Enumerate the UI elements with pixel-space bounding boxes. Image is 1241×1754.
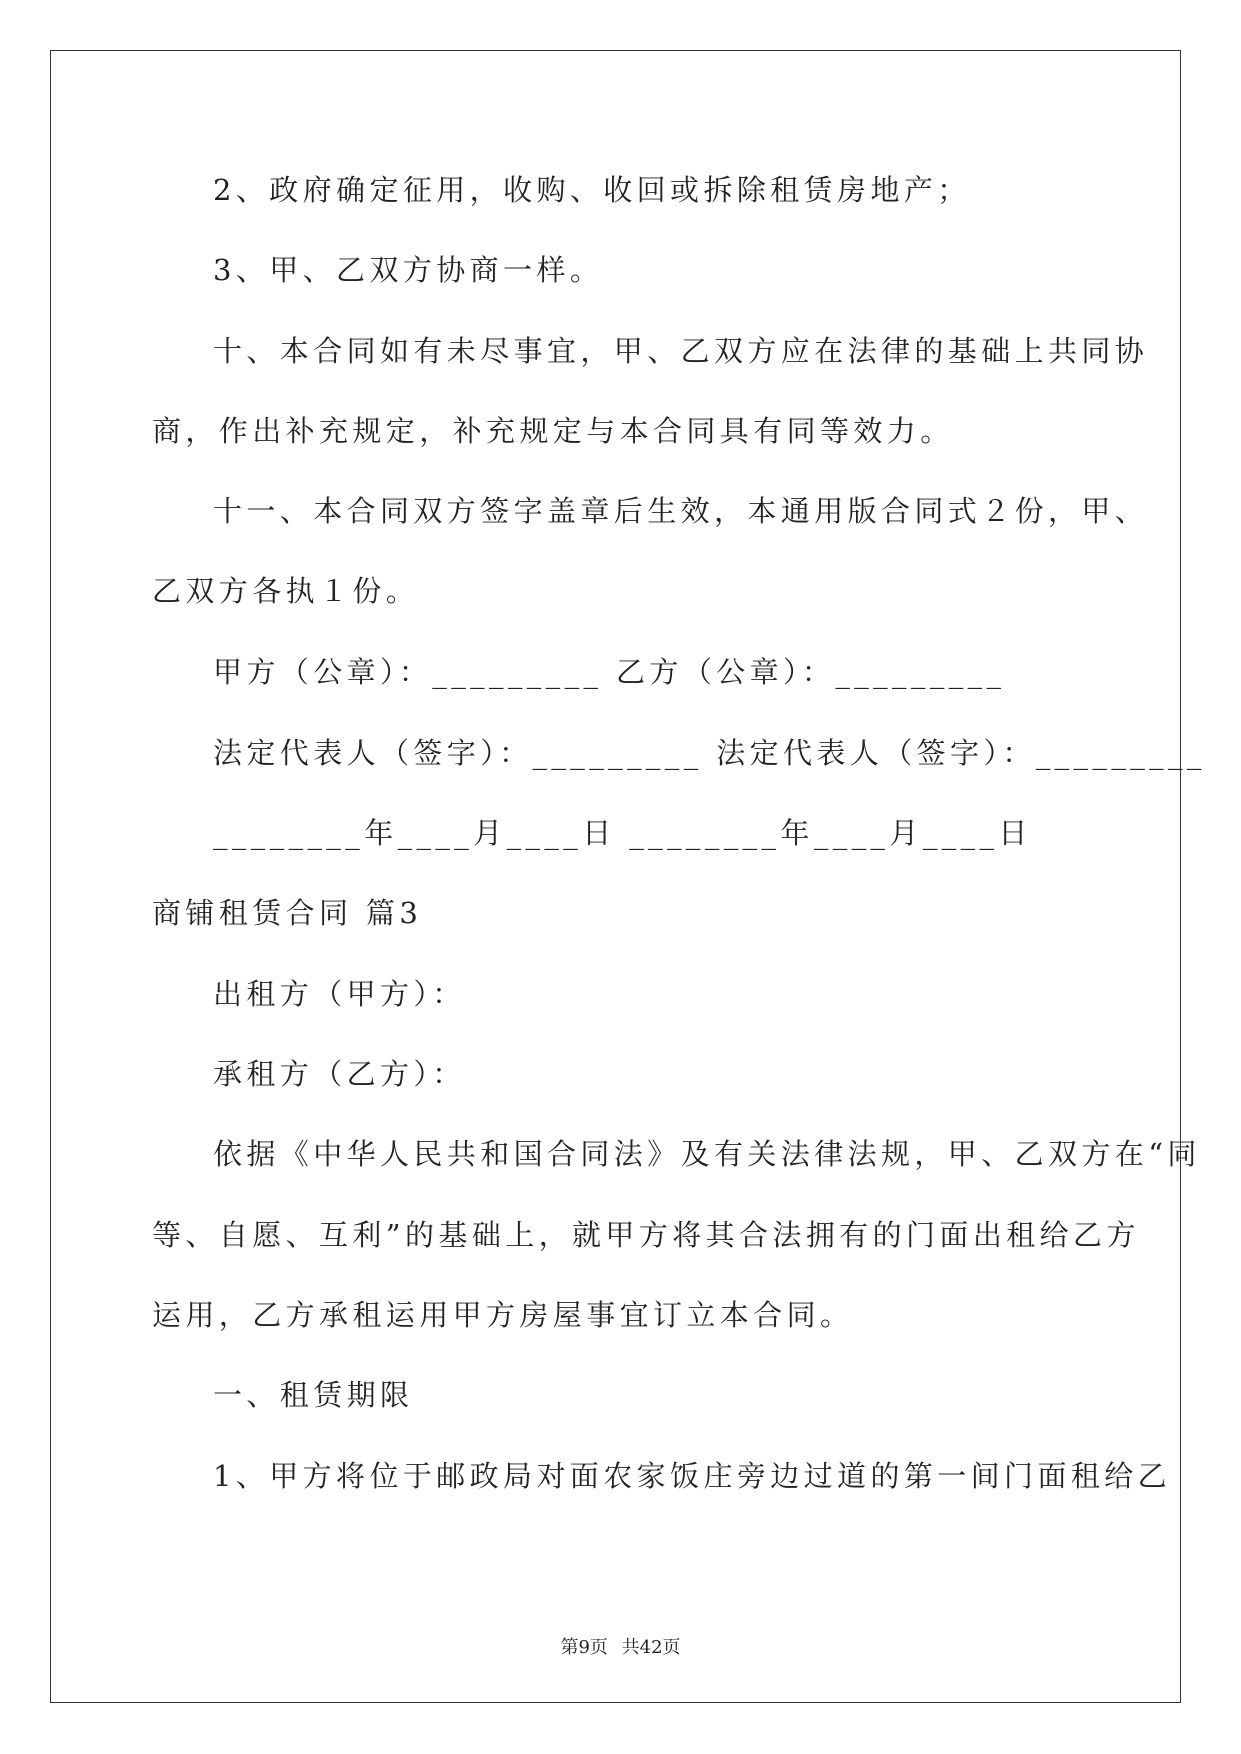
signature-line: 法定代表人（签字）：_________ 法定代表人（签字）：_________ — [213, 736, 1206, 770]
page-total: 共42页 — [621, 1637, 681, 1658]
section-heading: 商铺租赁合同 篇3 — [152, 896, 423, 930]
clause-item-3: 3、甲、乙双方协商一样。 — [213, 253, 604, 287]
date-line: ________年____月____日 ________年____月____日 — [213, 816, 1032, 850]
clause-eleven-line-2: 乙双方各执１份。 — [152, 574, 420, 608]
page-number: 第9页 — [560, 1637, 608, 1658]
clause-ten-line-1: 十、本合同如有未尽事宜，甲、乙双方应在法律的基础上共同协 — [213, 334, 1149, 368]
lease-term-heading: 一、租赁期限 — [213, 1378, 414, 1412]
preamble-line-3: 运用，乙方承租运用甲方房屋事宜订立本合同。 — [152, 1298, 854, 1332]
clause-eleven-line-1: 十一、本合同双方签字盖章后生效，本通用版合同式２份，甲、 — [213, 494, 1149, 528]
preamble-line-1: 依据《中华人民共和国合同法》及有关法律法规，甲、乙双方在“同 — [213, 1137, 1201, 1171]
clause-ten-line-2: 商，作出补充规定，补充规定与本合同具有同等效力。 — [152, 414, 954, 448]
lessor-line: 出租方（甲方）： — [213, 977, 466, 1011]
lease-term-item-1: 1、甲方将位于邮政局对面农家饭庄旁边过道的第一间门面租给乙 — [213, 1459, 1172, 1493]
clause-item-2: 2、政府确定征用，收购、收回或拆除租赁房地产； — [213, 173, 971, 207]
page-footer — [0, 1636, 1241, 1660]
preamble-line-2: 等、自愿、互利”的基础上，就甲方将其合法拥有的门面出租给乙方 — [152, 1218, 1140, 1252]
seal-line: 甲方（公章）：_________ 乙方（公章）：_________ — [213, 655, 1006, 689]
lessee-line: 承租方（乙方）： — [213, 1057, 466, 1091]
